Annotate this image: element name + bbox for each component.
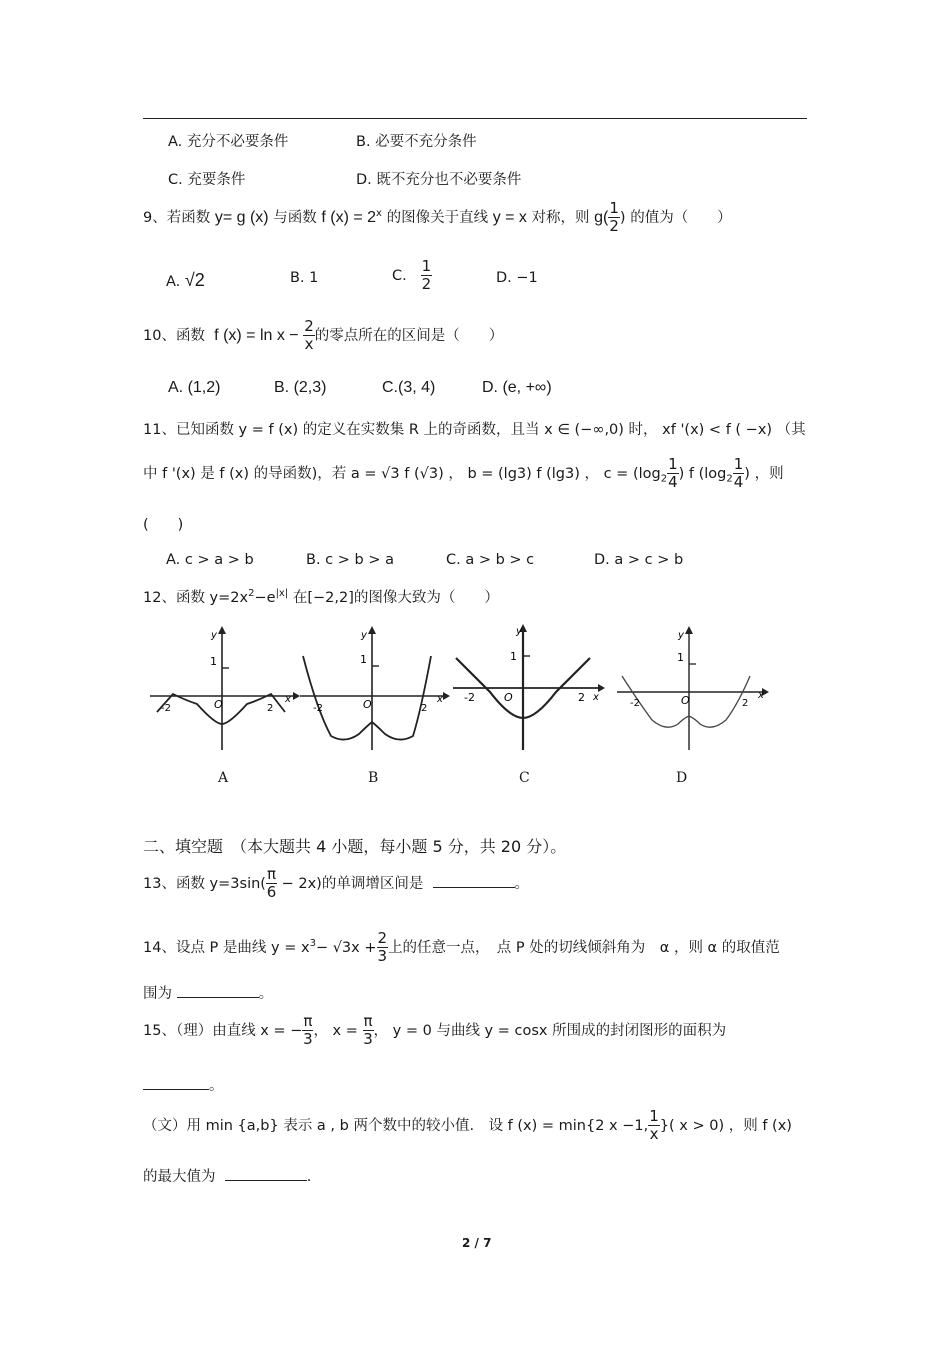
svg-text:y: y xyxy=(361,630,367,641)
svg-text:y: y xyxy=(678,630,684,641)
question-11-line3: ( ) xyxy=(143,517,184,533)
question-9: 9、若函数 y= g (x) 与函数 f $(x) = 2^x$ 的图像关于直线 y = x 对称，则 g( $\frac{1}{2}$ ) 的值为（ ） xyxy=(143,199,732,236)
svg-text:x: x xyxy=(285,694,291,705)
svg-text:-2: -2 xyxy=(630,698,640,709)
q14-answer-blank xyxy=(177,997,259,998)
graph-a xyxy=(145,620,315,760)
question-10: 10、函数 f (x) = ln x − $\frac{2}{x}$ 的零点所在的区间是（ ） xyxy=(143,317,504,354)
graph-c xyxy=(450,620,620,760)
q8-option-c: C. 充要条件 xyxy=(168,172,246,188)
svg-text:2: 2 xyxy=(578,691,585,704)
section-2-title: 二、填空题 （本大题共 4 小题，每小题 5 分，共 20 分）。 xyxy=(143,837,567,856)
svg-text:1: 1 xyxy=(360,653,367,666)
question-13: 13、函数 y=3sin( $\frac{\pi}{6}$ − 2x)的单调增区间是 。 xyxy=(143,865,530,902)
q10-option-d: D. (e, +∞) xyxy=(482,379,552,396)
question-12: 12、函数 $y=2x^2-e^{|x|}$ 在[−2,2]的图像大致为（ ） xyxy=(143,588,499,606)
q13-answer-blank xyxy=(433,887,515,888)
q10-option-a: A. (1,2) xyxy=(168,379,221,396)
svg-text:x: x xyxy=(437,694,443,705)
question-15-wen: （文）用 min {a,b} 表示 a , b 两个数中的较小值. 设 f (x) = min{2 x −1, $\frac{1}{x}$ }( x > 0) ，则 f (x) xyxy=(143,1107,792,1144)
svg-text:x: x xyxy=(758,690,764,701)
q10-fraction: $\frac{2}{x}$ xyxy=(304,317,314,354)
svg-text:-2: -2 xyxy=(313,703,323,714)
graph-b-label: B xyxy=(368,770,379,786)
q9-option-c: C. $\frac{1}{2}$ xyxy=(392,257,432,294)
q9-option-a: A. √2 xyxy=(166,270,205,290)
graph-b xyxy=(295,620,465,760)
q9-option-b: B. 1 xyxy=(290,270,319,286)
top-rule xyxy=(143,118,807,119)
q10-option-c: C.(3, 4) xyxy=(382,379,436,396)
q8-option-d: D. 既不充分也不必要条件 xyxy=(356,172,522,188)
svg-text:x: x xyxy=(593,692,599,703)
svg-text:O: O xyxy=(363,698,372,711)
question-15-line2: 。 xyxy=(143,1074,224,1095)
question-14: 14、设点 P 是曲线 $y = x^3- √3x$ + $\frac{2}{3}$ 上的任意一点， 点 P 处的切线倾斜角为 α ，则 α 的取值范 xyxy=(143,929,780,966)
svg-text:-2: -2 xyxy=(161,703,171,714)
graph-c-label: C xyxy=(519,770,530,786)
q10-option-b: B. (2,3) xyxy=(274,379,327,396)
svg-text:2: 2 xyxy=(742,698,749,709)
graph-d xyxy=(612,620,782,760)
graph-a-label: A xyxy=(218,770,229,786)
q15-answer-blank xyxy=(143,1089,209,1090)
svg-text:-2: -2 xyxy=(464,691,475,704)
svg-text:y: y xyxy=(211,630,217,641)
q9-option-d: D. −1 xyxy=(496,270,538,286)
question-11-line2: 中 f '(x) 是 f (x) 的导函数)，若 a = √3 f (√3) ， b = (lg3) f (lg3) ， $c = (\log_2$ $\frac{1}{4}$ ) f ($\log_2$ $\frac{1}{4}$ ) ，则 xyxy=(143,455,784,492)
q15-wen-answer-blank xyxy=(225,1180,307,1181)
svg-text:y: y xyxy=(516,626,522,637)
svg-text:1: 1 xyxy=(677,651,684,664)
q11-option-c: C. a > b > c xyxy=(446,552,535,568)
q8-option-a: A. 充分不必要条件 xyxy=(168,134,289,150)
svg-text:2: 2 xyxy=(267,703,274,714)
q11-option-a: A. c > a > b xyxy=(166,552,254,568)
page-number: 2 / 7 xyxy=(462,1236,492,1250)
question-15: 15、（理）由直线 x = − $\frac{\pi}{3}$ ， x = $\frac{\pi}{3}$ ， y = 0 与曲线 y = cosx 所围成的封闭图形的面积为 xyxy=(143,1012,727,1049)
q11-option-d: D. a > c > b xyxy=(594,552,684,568)
graph-d-label: D xyxy=(676,770,688,786)
svg-text:1: 1 xyxy=(510,650,517,663)
svg-text:O: O xyxy=(504,691,513,704)
q11-option-b: B. c > b > a xyxy=(306,552,394,568)
question-11-line1: 11、已知函数 y = f (x) 的定义在实数集 R 上的奇函数，且当 x ∈ (−∞,0) 时， xf '(x) < f ( −x) （其 xyxy=(143,422,806,438)
svg-text:2: 2 xyxy=(421,703,428,714)
question-14-line2: 围为 。 xyxy=(143,986,274,1002)
svg-text:O: O xyxy=(214,698,223,711)
svg-text:1: 1 xyxy=(210,655,217,668)
q8-option-b: B. 必要不充分条件 xyxy=(356,134,477,150)
question-15-wen-line2: 的最大值为 . xyxy=(143,1169,312,1185)
svg-text:O: O xyxy=(681,694,690,707)
q9-fraction: $\frac{1}{2}$ xyxy=(609,199,619,236)
